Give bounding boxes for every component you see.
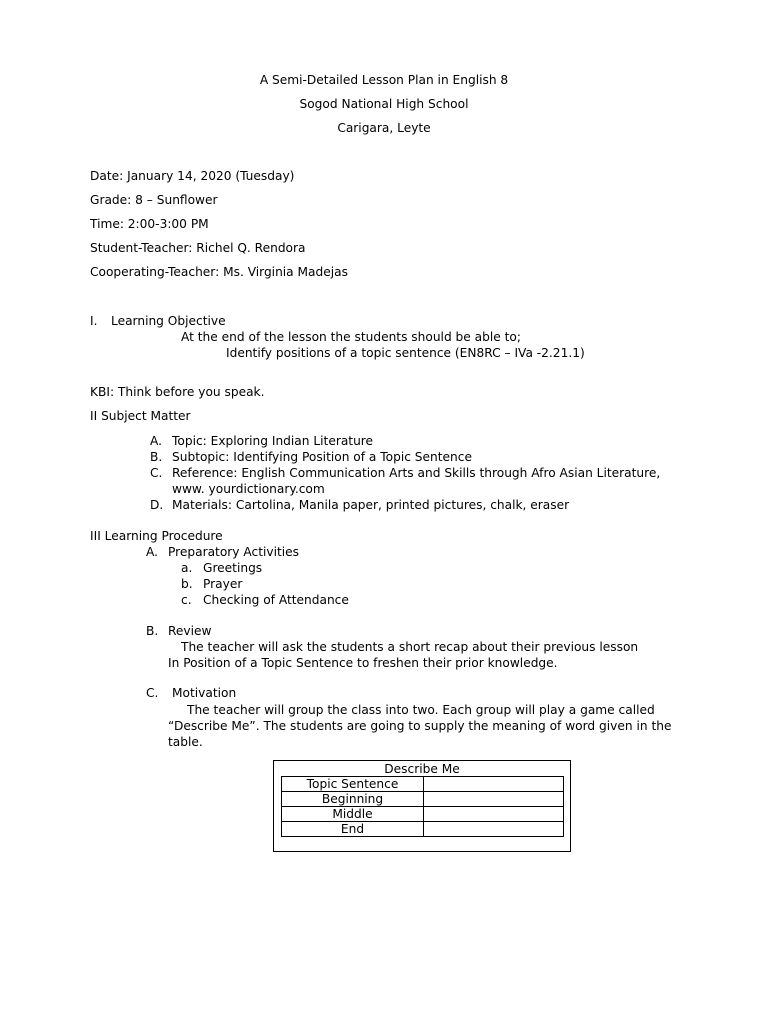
table-row [282, 807, 564, 822]
answer-cell[interactable] [424, 807, 564, 822]
table-row-label: Beginning [282, 792, 424, 807]
motivation-label: Motivation [172, 686, 237, 700]
school-name: Sogod National High School [299, 97, 469, 111]
objective-heading: Learning Objective [111, 314, 226, 328]
objective-numeral: I. [90, 314, 98, 328]
motivation-marker: C. [146, 686, 159, 700]
describe-me-box [273, 760, 571, 852]
kbi-line: KBI: Think before you speak. [90, 385, 265, 399]
subject-subtopic: Subtopic: Identifying Position of a Topic Sentence [172, 450, 472, 464]
school-location: Carigara, Leyte [337, 121, 431, 135]
table-row [282, 822, 564, 837]
review-marker: B. [146, 624, 159, 638]
answer-cell[interactable] [424, 822, 564, 837]
attendance-marker: c. [181, 593, 192, 607]
subject-materials: Materials: Cartolina, Manila paper, printed pictures, chalk, eraser [172, 498, 570, 512]
motivation-text-line1: The teacher will group the class into two. Each group will play a game called [187, 703, 655, 717]
table-row-label: Middle [282, 807, 424, 822]
prayer-marker: b. [181, 577, 193, 591]
subject-reference-url: www. yourdictionary.com [172, 482, 325, 496]
table-row-label: Topic Sentence [282, 777, 424, 792]
prayer-item: Prayer [203, 577, 243, 591]
answer-cell[interactable] [424, 777, 564, 792]
subject-topic: Topic: Exploring Indian Literature [172, 434, 374, 448]
preparatory-marker: A. [146, 545, 158, 559]
table-row [282, 777, 564, 792]
attendance-item: Checking of Attendance [203, 593, 349, 607]
answer-cell[interactable] [424, 792, 564, 807]
describe-me-table [281, 776, 564, 837]
document-title: A Semi-Detailed Lesson Plan in English 8 [259, 73, 509, 87]
subject-item-b-marker: B. [150, 450, 163, 464]
review-text-line2: In Position of a Topic Sentence to freshen their prior knowledge. [168, 656, 558, 670]
objective-intro: At the end of the lesson the students should be able to; [181, 330, 521, 344]
greetings-marker: a. [181, 561, 193, 575]
grade-line: Grade: 8 – Sunflower [90, 193, 218, 207]
date-line: Date: January 14, 2020 (Tuesday) [90, 169, 295, 183]
greetings-item: Greetings [203, 561, 263, 575]
procedure-heading: III Learning Procedure [90, 529, 223, 543]
motivation-text-line2: “Describe Me”. The students are going to supply the meaning of word given in the [168, 719, 672, 733]
describe-me-title: Describe Me [384, 762, 460, 776]
subject-item-a-marker: A. [150, 434, 162, 448]
table-row [282, 792, 564, 807]
subject-item-d-marker: D. [150, 498, 164, 512]
review-label: Review [168, 624, 212, 638]
student-teacher-line: Student-Teacher: Richel Q. Rendora [90, 241, 306, 255]
subject-reference: Reference: English Communication Arts and Skills through Afro Asian Literature, [172, 466, 661, 480]
table-row-label: End [282, 822, 424, 837]
cooperating-teacher-line: Cooperating-Teacher: Ms. Virginia Madejas [90, 265, 348, 279]
subject-item-c-marker: C. [150, 466, 163, 480]
motivation-text-line3: table. [168, 735, 203, 749]
objective-statement: Identify positions of a topic sentence (EN8RC – IVa -2.21.1) [226, 346, 585, 360]
review-text-line1: The teacher will ask the students a short recap about their previous lesson [181, 640, 639, 654]
preparatory-label: Preparatory Activities [168, 545, 299, 559]
subject-matter-heading: II Subject Matter [90, 409, 191, 423]
time-line: Time: 2:00-3:00 PM [90, 217, 209, 231]
